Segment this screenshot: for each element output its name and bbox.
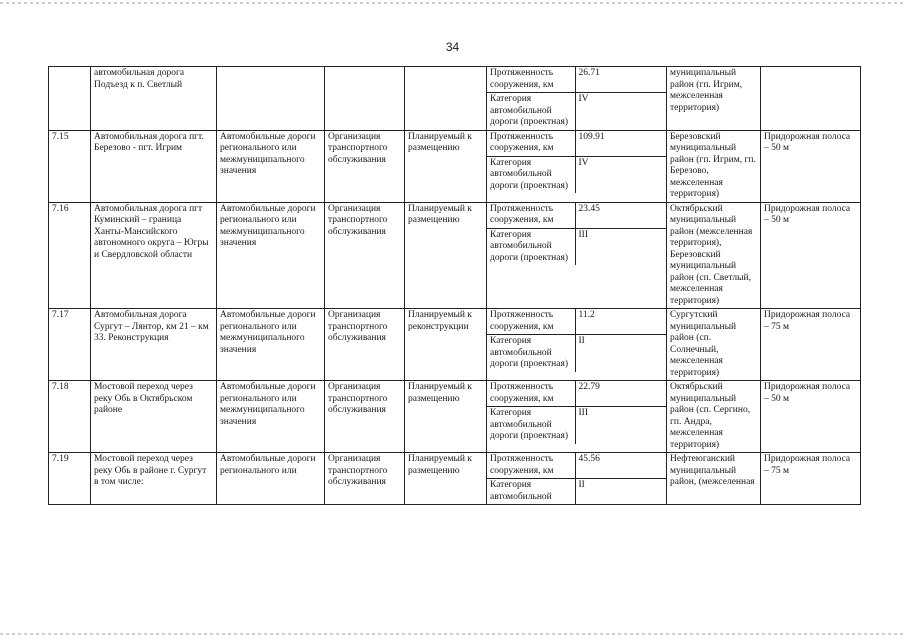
category-value: II (575, 479, 666, 505)
category-row (487, 335, 666, 372)
length-row (487, 381, 666, 407)
length-row (487, 203, 666, 229)
restriction-zone (761, 67, 861, 131)
object-purpose: Организация транспортного обслуживания (325, 453, 405, 505)
row-number: 7.18 (49, 381, 91, 453)
category-label: Категория автомобильной дороги (проектная) (487, 228, 575, 265)
length-value: 45.56 (578, 454, 600, 464)
row-number (49, 67, 91, 131)
object-name: Мостовой переход через реку Обь в Октябрьском районе (91, 381, 217, 453)
table-row (49, 202, 861, 309)
length-label: Протяженность сооружения, км (487, 203, 575, 229)
object-status: Планируемый к размещению (405, 130, 487, 202)
category-label: Категория автомобильной дороги (проектная) (487, 93, 575, 130)
object-type (217, 67, 325, 131)
category-value: III (575, 228, 666, 265)
object-type: Автомобильные дороги регионального или (217, 453, 325, 505)
object-type: Автомобильные дороги регионального или межмуниципального значения (217, 381, 325, 453)
scan-edge-bottom (0, 633, 905, 635)
characteristics-table (487, 131, 666, 194)
length-value: 11.2 (578, 310, 595, 320)
length-label: Протяженность сооружения, км (487, 381, 575, 407)
category-row (487, 228, 666, 265)
length-label: Протяженность сооружения, км (487, 453, 575, 479)
category-label: Категория автомобильной дороги (проектная) (487, 335, 575, 372)
category-value: IV (575, 156, 666, 193)
object-location: Березовский муниципальный район (гп. Игрим, гп. Березово, межселенная территория) (667, 130, 761, 202)
object-location: Нефтеюганский муниципальный район, (межселенная (667, 453, 761, 505)
length-label: Протяженность сооружения, км (487, 67, 575, 93)
object-location: Октябрьский муниципальный район (сп. Сергино, гп. Андра, межселенная территория) (667, 381, 761, 453)
category-row (487, 407, 666, 444)
length-value: 109.91 (578, 131, 605, 142)
object-purpose: Организация транспортного обслуживания (325, 381, 405, 453)
object-location: муниципальный район (гп. Игрим, межселенная территория) (667, 67, 761, 131)
category-label: Категория автомобильной (487, 479, 575, 505)
object-purpose: Организация транспортного обслуживания (325, 202, 405, 309)
row-number: 7.17 (49, 309, 91, 381)
object-status: Планируемый к реконструкции (405, 309, 487, 381)
length-value: 22.79 (578, 382, 600, 392)
category-row (487, 479, 666, 505)
table-row (49, 453, 861, 505)
length-value: 26.71 (578, 68, 600, 78)
category-row (487, 93, 666, 130)
object-status: Планируемый к размещению (405, 202, 487, 309)
object-name: Автомобильная дорога Сургут – Лянтор, км 21 – км 33. Реконструкция (91, 309, 217, 381)
object-status: Планируемый к размещению (405, 381, 487, 453)
length-label: Протяженность сооружения, км (487, 131, 575, 157)
length-value: 23.45 (578, 203, 600, 214)
characteristics-cell (487, 130, 667, 202)
object-location: Октябрьский муниципальный район (межселенная территория), Березовский муниципальный район (сп. Светлый, межселенная территория) (667, 202, 761, 309)
object-type: Автомобильные дороги регионального или межмуниципального значения (217, 130, 325, 202)
restriction-zone: Придорожная полоса – 75 м (761, 453, 861, 505)
object-location: Сургутский муниципальный район (сп. Солнечный, межселенная территория) (667, 309, 761, 381)
table-row (49, 67, 861, 131)
length-row (487, 453, 666, 479)
characteristics-table (487, 203, 666, 266)
object-status: Планируемый к размещению (405, 453, 487, 505)
object-name: Автомобильная дорога пгт Куминский – граница Ханты-Мансийского автономного округа – Югры и Свердловской области (91, 202, 217, 309)
category-value: III (575, 407, 666, 444)
characteristics-table (487, 309, 666, 372)
scan-edge-top (0, 2, 905, 4)
row-number: 7.19 (49, 453, 91, 505)
characteristics-cell (487, 67, 667, 131)
object-name: автомобильная дорога Подъезд к п. Светлый (91, 67, 217, 131)
planning-table (48, 66, 861, 505)
length-row (487, 131, 666, 157)
category-label: Категория автомобильной дороги (проектная) (487, 407, 575, 444)
characteristics-table (487, 453, 666, 504)
category-value: II (575, 335, 666, 372)
category-value: IV (575, 93, 666, 130)
length-row (487, 309, 666, 335)
table-row (49, 130, 861, 202)
table-row (49, 381, 861, 453)
restriction-zone: Придорожная полоса – 50 м (761, 130, 861, 202)
characteristics-cell (487, 202, 667, 309)
row-number: 7.15 (49, 130, 91, 202)
object-status (405, 67, 487, 131)
table-row (49, 309, 861, 381)
restriction-zone: Придорожная полоса – 50 м (761, 202, 861, 309)
row-number: 7.16 (49, 202, 91, 309)
length-row (487, 67, 666, 93)
category-label: Категория автомобильной дороги (проектная) (487, 156, 575, 193)
characteristics-cell (487, 381, 667, 453)
object-type: Автомобильные дороги регионального или межмуниципального значения (217, 202, 325, 309)
characteristics-table (487, 67, 666, 130)
length-label: Протяженность сооружения, км (487, 309, 575, 335)
object-name: Автомобильная дорога пгт. Березово - пгт. Игрим (91, 130, 217, 202)
object-purpose: Организация транспортного обслуживания (325, 130, 405, 202)
characteristics-cell (487, 453, 667, 505)
characteristics-cell (487, 309, 667, 381)
object-purpose: Организация транспортного обслуживания (325, 309, 405, 381)
object-type: Автомобильные дороги регионального или межмуниципального значения (217, 309, 325, 381)
page-number: 34 (445, 40, 460, 54)
category-row (487, 156, 666, 193)
restriction-zone: Придорожная полоса – 75 м (761, 309, 861, 381)
restriction-zone: Придорожная полоса – 50 м (761, 381, 861, 453)
characteristics-table (487, 381, 666, 444)
object-purpose (325, 67, 405, 131)
object-name: Мостовой переход через реку Обь в районе г. Сургут в том числе: (91, 453, 217, 505)
